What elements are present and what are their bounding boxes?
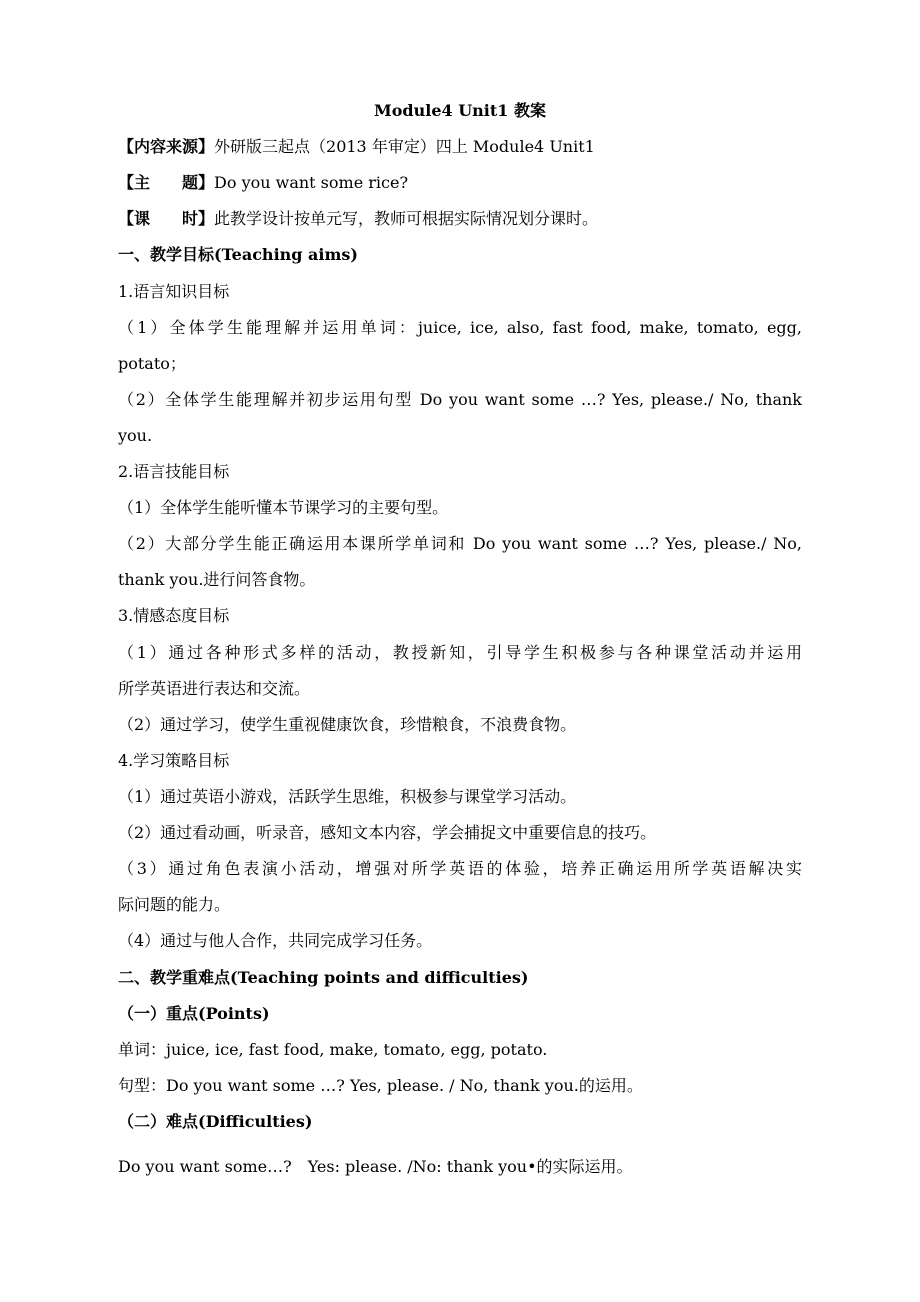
meta-period-label: 【课 时】 [118,209,215,228]
section2-points-words: 单词：juice, ice, fast food, make, tomato, egg, potato. [118,1040,548,1059]
section1-sub3-item2: （2）通过学习，使学生重视健康饮食，珍惜粮食，不浪费食物。 [118,715,577,734]
section1-sub2-item2-line1: （2）大部分学生能正确运用本课所学单词和 Do you want some …? Yes, please./ No, [118,534,802,553]
section2-difficulties-heading: （二）难点(Difficulties) [118,1112,313,1131]
section1-sub2-item1: （1）全体学生能听懂本节课学习的主要句型。 [118,498,449,517]
section1-sub1-item2-line2: you. [118,426,153,445]
section2-points-sentence: 句型：Do you want some …? Yes, please. / No, thank you.的运用。 [118,1076,643,1095]
section1-sub4: 4.学习策略目标 [118,751,230,770]
section1-sub4-item1: （1）通过英语小游戏，活跃学生思维，积极参与课堂学习活动。 [118,787,577,806]
section1-sub1-item2-line1: （2）全体学生能理解并初步运用句型 Do you want some …? Yes, please./ No, thank [118,390,802,409]
section1-sub2: 2.语言技能目标 [118,462,230,481]
section1-sub1: 1.语言知识目标 [118,282,230,301]
section2-points-heading: （一）重点(Points) [118,1004,270,1023]
meta-topic [118,172,802,194]
section1-sub1-item1-line2: potato； [118,354,186,373]
section1-sub3-item1-line2: 所学英语进行表达和交流。 [118,679,311,698]
meta-topic-label: 【主 题】 [118,173,215,192]
section1-sub4-item3-line2: 际问题的能力。 [118,895,231,914]
meta-period [118,208,802,230]
document-title: Module4 Unit1 教案 [374,101,546,120]
section1-sub4-item3-line1: （3）通过角色表演小活动，增强对所学英语的体验，培养正确运用所学英语解决实 [118,859,802,878]
section1-sub1-item1-line1: （1）全体学生能理解并运用单词：juice, ice, also, fast food, make, tomato, egg, [118,318,802,337]
section1-heading: 一、教学目标(Teaching aims) [118,245,358,264]
section1-sub2-item2-line2: thank you.进行问答食物。 [118,570,316,589]
section1-sub4-item2: （2）通过看动画，听录音，感知文本内容，学会捕捉文中重要信息的技巧。 [118,823,657,842]
section1-sub3-item1-line1: （1）通过各种形式多样的活动，教授新知，引导学生积极参与各种课堂活动并运用 [118,643,802,662]
section2-difficulties-text: Do you want some…? Yes: please. /No: thank you•的实际运用。 [118,1157,633,1176]
meta-period-value: 此教学设计按单元写，教师可根据实际情况划分课时。 [214,209,599,228]
meta-source-label: 【内容来源】 [118,137,215,156]
meta-source [118,136,802,158]
meta-topic-value: Do you want some rice? [214,173,409,192]
section1-sub4-item4: （4）通过与他人合作，共同完成学习任务。 [118,931,433,950]
section2-heading: 二、教学重难点(Teaching points and difficulties) [118,968,529,987]
section1-sub3: 3.情感态度目标 [118,606,230,625]
meta-source-value: 外研版三起点（2013 年审定）四上 Module4 Unit1 [214,137,595,156]
